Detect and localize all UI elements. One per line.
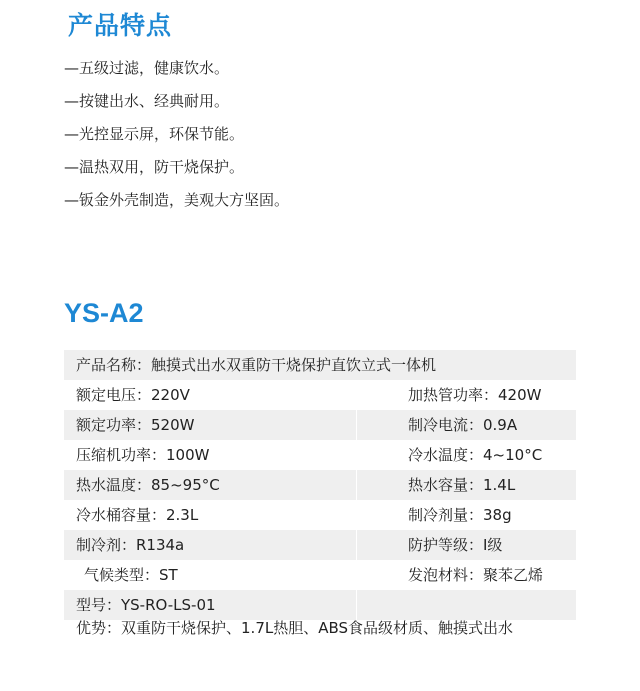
spec-row (64, 530, 576, 560)
feature-list (64, 58, 289, 223)
spec-hot-water-temp: 热水温度：85~95°C (76, 476, 220, 494)
spec-rated-power: 额定功率：520W (76, 416, 195, 434)
spec-row (64, 410, 576, 440)
spec-cooling-current: 制冷电流：0.9A (408, 416, 518, 434)
spec-cold-tank-capacity: 冷水桶容量：2.3L (76, 506, 199, 524)
row-divider (356, 530, 357, 560)
feature-item: —温热双用，防干烧保护。 (64, 158, 245, 176)
feature-item: —钣金外壳制造，美观大方坚固。 (64, 191, 290, 209)
spec-row (64, 590, 576, 620)
spec-advantage: 优势：双重防干烧保护、1.7L热胆、ABS食品级材质、触摸式出水 (76, 619, 514, 637)
feature-item: —五级过滤，健康饮水。 (64, 59, 230, 77)
row-divider (356, 410, 357, 440)
spec-row (64, 380, 576, 410)
features-title: 产品特点 (68, 11, 173, 40)
spec-heater-power: 加热管功率：420W (408, 386, 542, 404)
spec-hot-water-capacity: 热水容量：1.4L (408, 476, 516, 494)
row-divider (356, 470, 357, 500)
spec-empty-cell (356, 590, 576, 620)
spec-refrigerant-amount: 制冷剂量：38g (408, 506, 512, 524)
feature-item: —光控显示屏，环保节能。 (64, 125, 245, 143)
spec-climate-type: 气候类型：ST (84, 566, 178, 584)
spec-row (64, 500, 576, 530)
spec-row-product-name (64, 350, 576, 380)
spec-foam-material: 发泡材料：聚苯乙烯 (408, 566, 544, 584)
feature-item: —按键出水、经典耐用。 (64, 92, 230, 110)
spec-protection-class: 防护等级：I级 (408, 536, 503, 554)
spec-row (64, 470, 576, 500)
spec-product-name: 产品名称：触摸式出水双重防干烧保护直饮立式一体机 (76, 356, 437, 374)
model-name: YS-A2 (64, 298, 144, 328)
spec-model-number: 型号：YS-RO-LS-01 (76, 596, 216, 614)
spec-row (64, 560, 576, 590)
spec-refrigerant: 制冷剂：R134a (76, 536, 185, 554)
spec-rated-voltage: 额定电压：220V (76, 386, 190, 404)
row-divider (356, 590, 357, 620)
spec-cold-water-temp: 冷水温度：4~10°C (408, 446, 543, 464)
spec-row (64, 440, 576, 470)
spec-compressor-power: 压缩机功率：100W (76, 446, 210, 464)
spec-table (64, 350, 576, 620)
